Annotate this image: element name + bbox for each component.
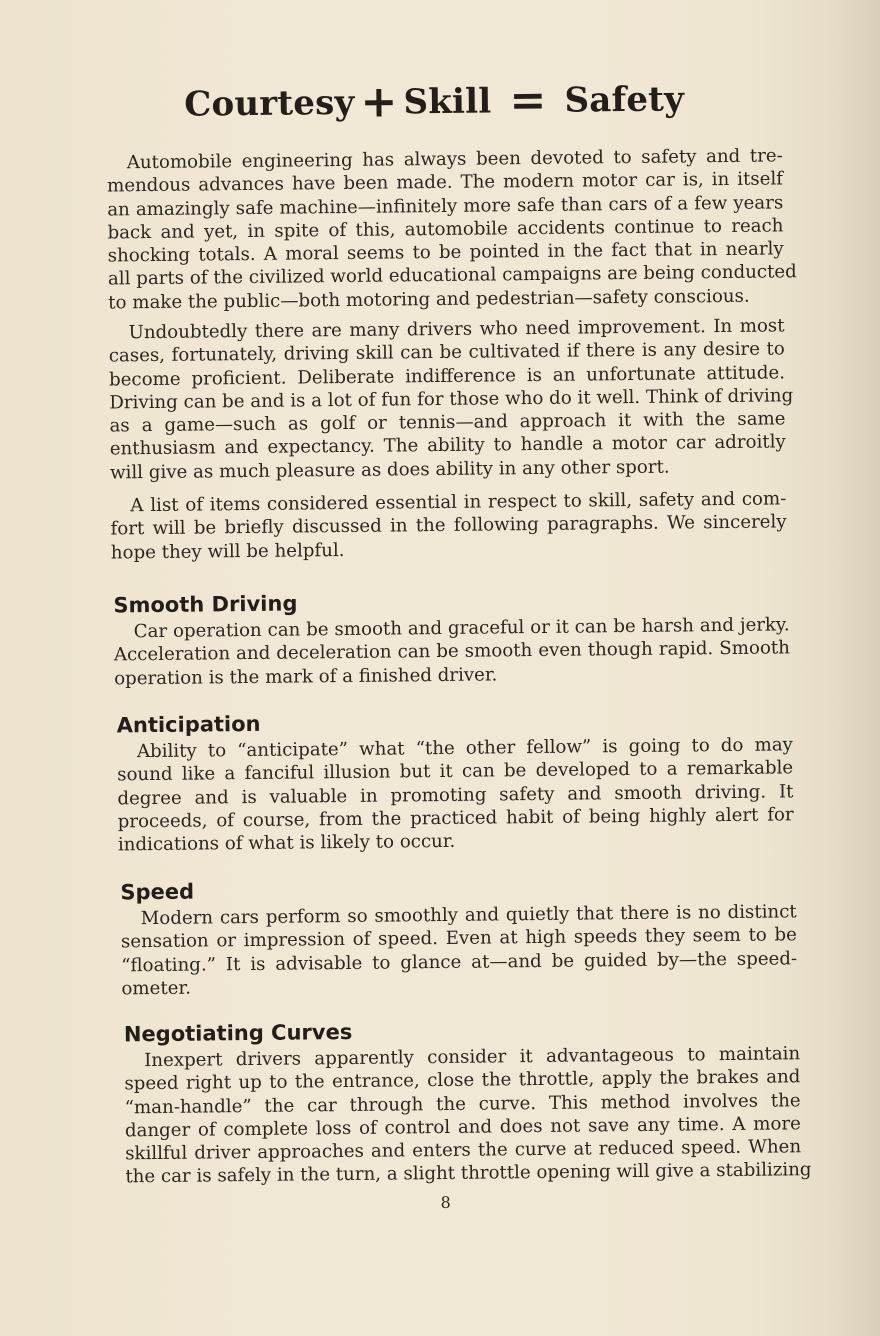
section [120,870,797,1000]
text-line: Car operation can be smooth and graceful or it can be harsh and jerky. [133,614,790,643]
text-line: Inexpert drivers apparently consider it advantageous to maintain [144,1043,801,1072]
text-line: an amazingly safe machine—infinitely more safe than cars of a few years [107,191,784,221]
text-line: “man-handle” the car through the curve. This method involves the [124,1089,801,1118]
title-safety: Safety [564,79,685,121]
text-line: fort will be briefly discussed in the following paragraphs. We sincerely [110,511,787,540]
text-line: Ability to “anticipate” what “the other fellow” is going to do may [136,734,794,763]
text-line: indications of what is likely to occur. [117,831,456,856]
text-line: will give as much pleasure as does ability in any other sport. [109,456,670,484]
text-line: ometer. [121,977,192,1000]
text-line: operation is the mark of a finished driver. [114,663,498,690]
text-line: cases, fortunately, driving skill can be cultivated if there is any desire to [108,338,785,367]
text-line: all parts of the civilized world educational campaigns are being conducted [107,261,797,290]
text-line: speed right up to the entrance, close the throttle, apply the brakes and [124,1066,801,1095]
text-line: enthusiasm and expectancy. The ability to handle a motor car adroitly [109,431,786,460]
text-line: to make the public—both motoring and pedestrian—safety conscious. [108,285,750,314]
text-line: sensation or impression of speed. Even at high speeds they seem to be [120,924,798,953]
title-courtesy: Courtesy [184,82,355,125]
text-line: sound like a fanciful illusion but it can be developed to a remarkable [117,757,794,786]
text-line: proceeds, of course, from the practiced habit of being highly alert for [117,804,794,833]
text-line: degree and is valuable in promoting safety and smooth driving. It [117,780,794,809]
section-heading: Speed [120,879,195,905]
paragraph [108,314,794,484]
text-line: danger of complete loss of control and does not save any time. A more [124,1113,801,1142]
text-line: hope they will be helpful. [110,539,345,564]
text-line: shocking totals. A moral seems to be pointed in the fact that in nearly [107,238,784,267]
page-number: 8 [440,1192,451,1213]
section [117,703,794,857]
section [123,1012,812,1189]
title-skill: Skill [403,81,492,123]
text-line: Modern cars perform so smoothly and quietly that there is no distinct [140,901,797,930]
text-line: A list of items considered essential in respect to skill, safety and com- [130,488,787,517]
section-heading: Negotiating Curves [123,1019,353,1047]
text-line: back and yet, in spite of this, automobile accidents continue to reach [107,215,784,244]
paragraph [110,487,787,564]
text-line: Undoubtedly there are many drivers who need improvement. In most [128,315,785,344]
text-line: the car is safely in the turn, a slight throttle opening will give a stabilizing [125,1159,812,1188]
text-line: mendous advances have been made. The modern motor car is, in itself [106,168,784,197]
section-heading: Anticipation [116,711,261,738]
text-line: as a game—such as golf or tennis—and approach it with the same [109,408,786,437]
text-line: Acceleration and deceleration can be smooth even though rapid. Smooth [113,637,791,666]
text-line: become proficient. Deliberate indifference is an unfortunate attitude. [108,361,786,391]
text-line: Driving can be and is a lot of fun for those who do it well. Think of driving [109,385,794,414]
section [113,583,790,690]
text-line: “floating.” It is advisable to glance at—and be guided by—the speed- [121,947,798,976]
title-equals: = [509,74,547,127]
section-heading: Smooth Driving [113,591,298,618]
title-plus: + [360,76,398,128]
text-line: Automobile engineering has always been devoted to safety and tre- [126,145,783,174]
page-title [0,71,874,131]
paragraph [106,144,797,314]
text-line: skillful driver approaches and enters the curve at reduced speed. When [125,1136,802,1165]
